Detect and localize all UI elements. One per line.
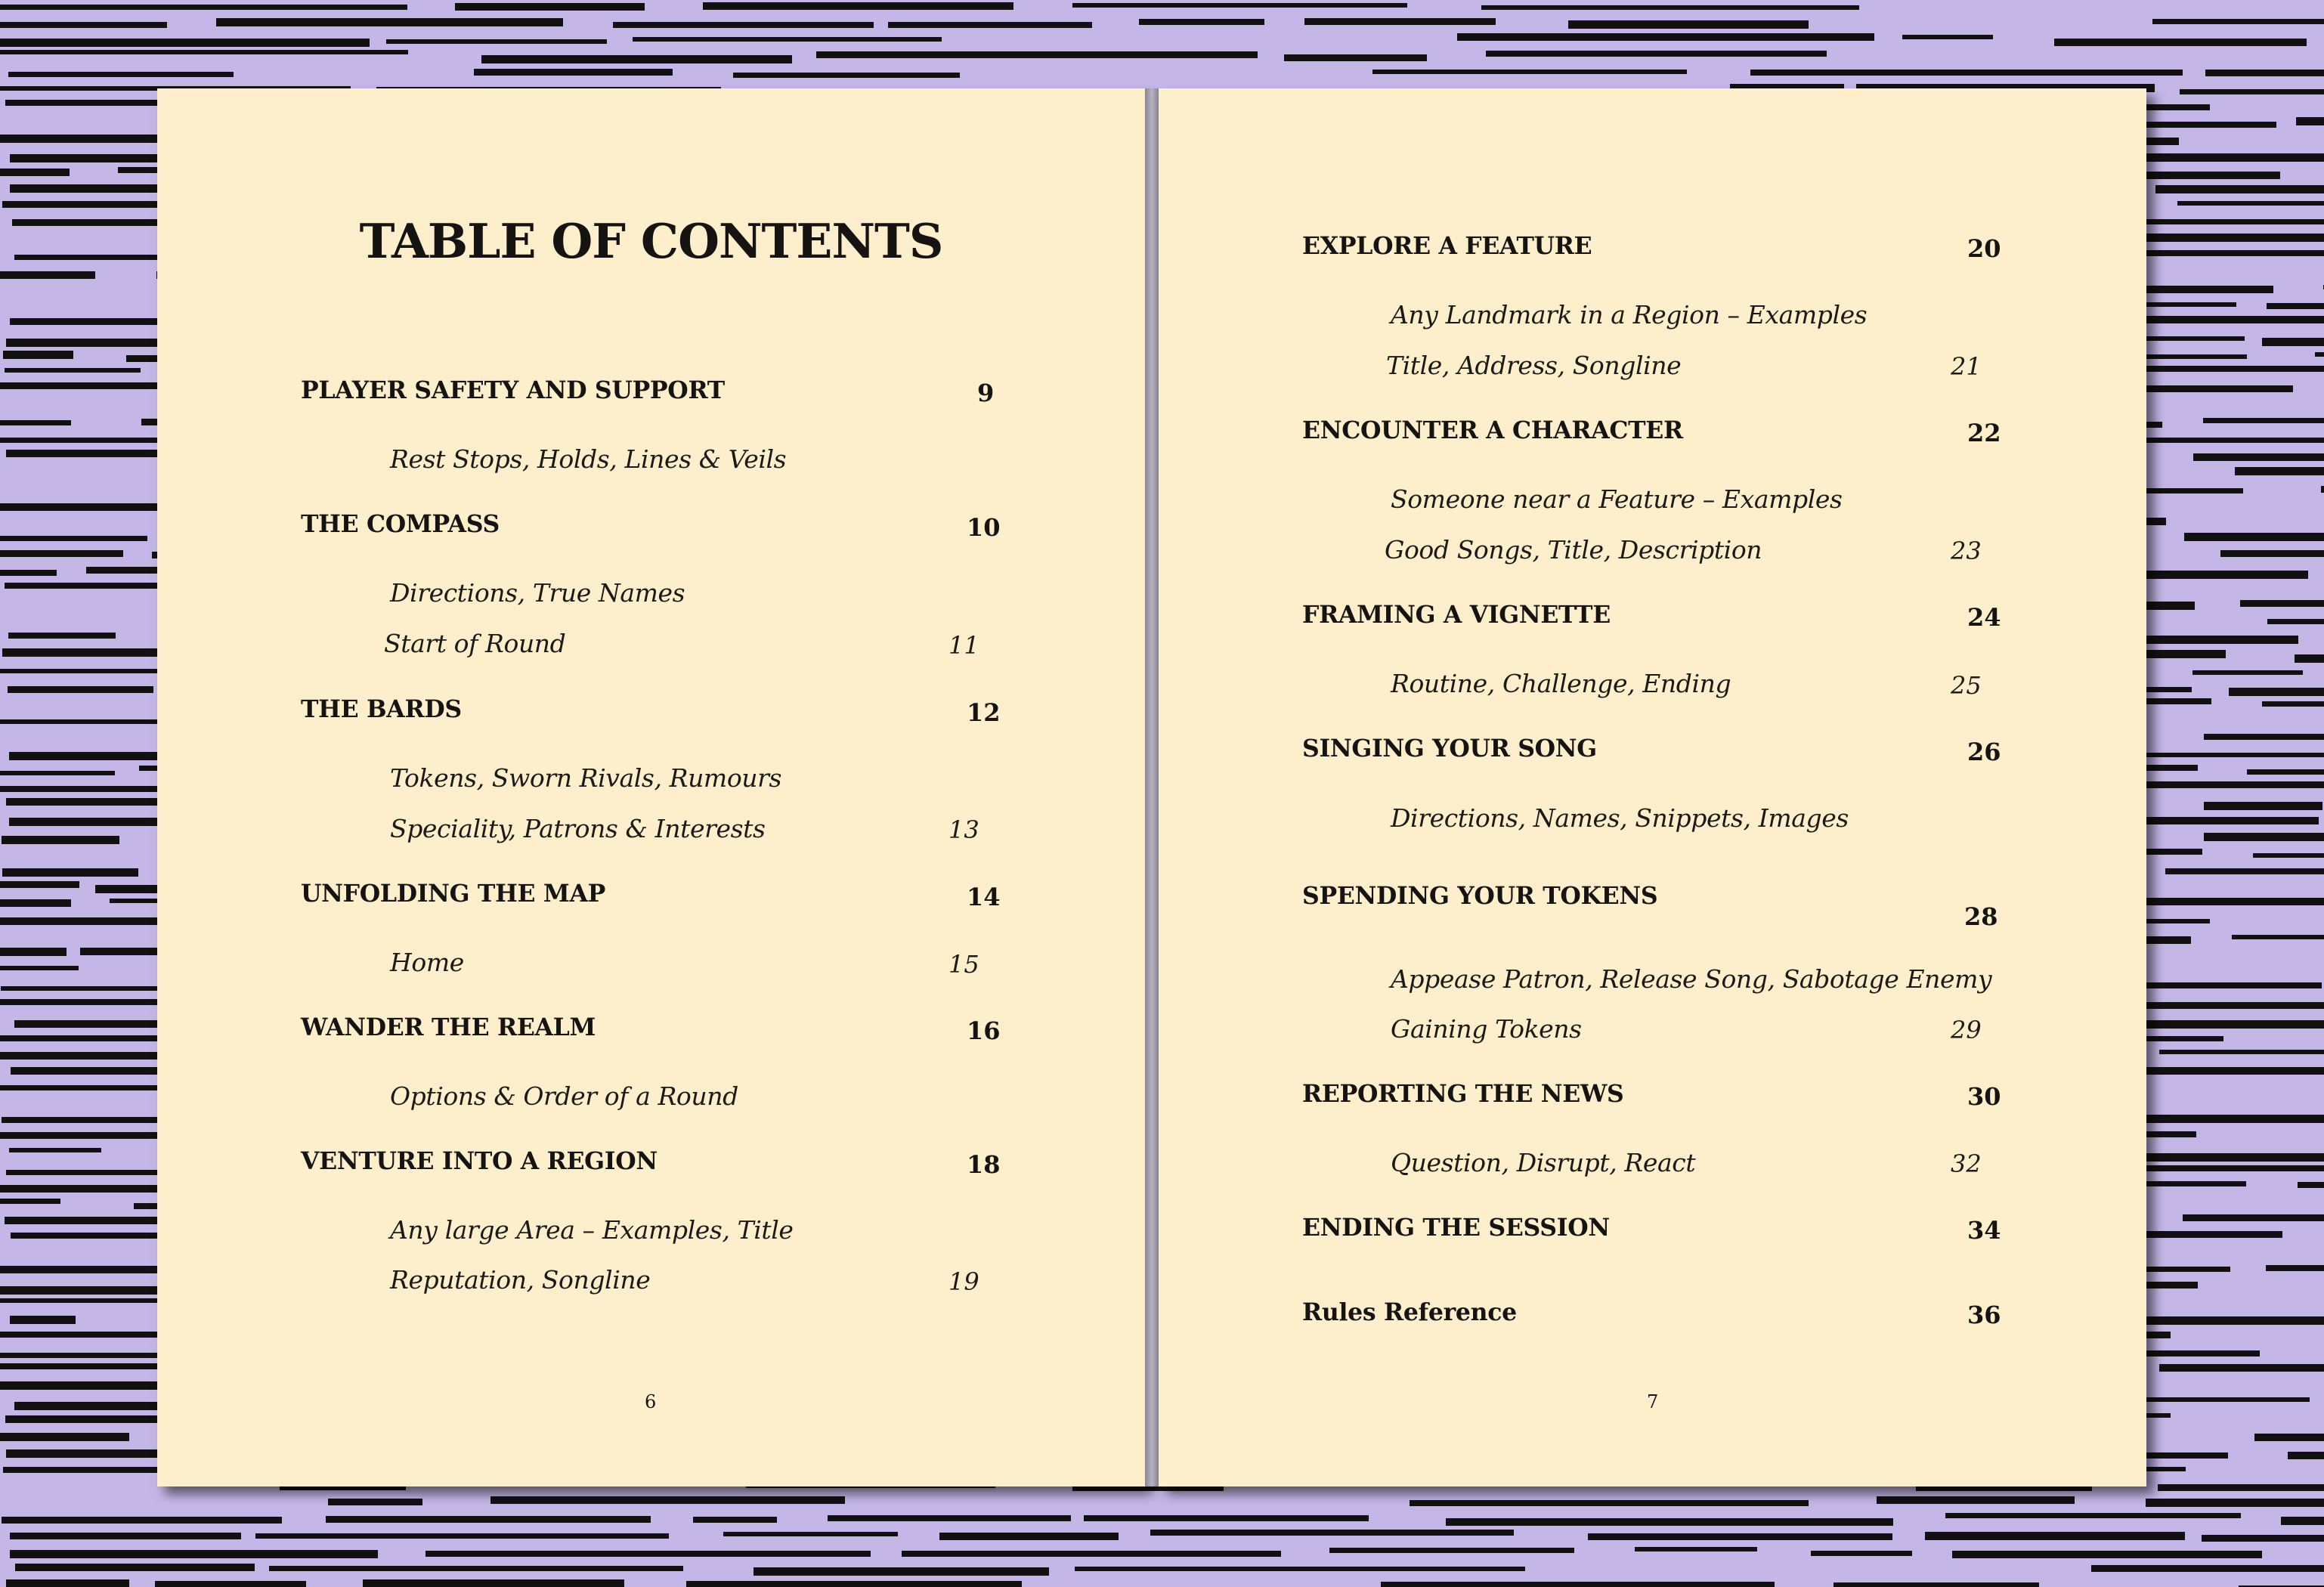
background-stripe (1075, 1567, 1525, 1571)
background-stripe (2235, 467, 2324, 475)
background-stripe (2183, 1214, 2324, 1221)
background-stripe (1381, 1582, 1775, 1587)
toc-page-number: 34 (1967, 1216, 2001, 1245)
toc-subsection: Gaining Tokens (1391, 1014, 1582, 1044)
background-stripe (733, 73, 960, 78)
background-stripe (1486, 51, 1827, 57)
toc-section-title: WANDER THE REALM (301, 1013, 596, 1041)
background-stripe (2296, 117, 2324, 125)
toc-subsection: Speciality, Patrons & Interests (390, 814, 766, 843)
background-stripe (15, 1564, 255, 1571)
background-stripe (0, 1433, 129, 1441)
background-stripe (1372, 70, 1687, 74)
background-stripe (2, 868, 138, 877)
toc-subsection: Title, Address, Songline (1386, 351, 1682, 380)
background-stripe (481, 55, 792, 63)
background-stripe (2247, 769, 2324, 775)
background-stripe (1945, 1513, 2241, 1518)
toc-page-number: 26 (1967, 738, 2001, 766)
toc-subsection: Tokens, Sworn Rivals, Rumours (390, 763, 782, 793)
toc-page-number: 13 (948, 815, 979, 844)
toc-page-number: 20 (1967, 234, 2001, 263)
toc-page-number: 21 (1951, 352, 1982, 381)
toc-page-number: 36 (1967, 1301, 2001, 1329)
background-stripe (86, 567, 159, 574)
background-stripe (2132, 898, 2324, 905)
background-stripe (9, 1148, 101, 1152)
toc-section-title: THE BARDS (301, 695, 462, 723)
background-stripe (155, 1581, 306, 1587)
toc-subsection: Someone near a Feature – Examples (1391, 484, 1843, 514)
background-stripe (1750, 70, 2183, 76)
background-stripe (255, 1533, 669, 1539)
toc-section-title: SINGING YOUR SONG (1302, 735, 1597, 763)
page-title: TABLE OF CONTENTS (359, 213, 943, 269)
background-stripe (2158, 1484, 2324, 1491)
background-stripe (2180, 89, 2324, 94)
background-stripe (1457, 33, 1874, 41)
background-stripe (8, 686, 153, 693)
toc-page-number: 22 (1967, 419, 2001, 447)
background-stripe (2054, 39, 2307, 46)
toc-section-title: ENCOUNTER A CHARACTER (1302, 416, 1683, 444)
background-stripe (2204, 802, 2322, 810)
background-stripe (686, 1581, 1022, 1587)
background-stripe (1329, 1548, 1574, 1553)
background-stripe (474, 69, 673, 76)
toc-page-number: 18 (967, 1150, 1001, 1179)
toc-subsection: Any large Area – Examples, Title (390, 1215, 794, 1245)
background-stripe (2, 1517, 282, 1524)
background-stripe (1902, 35, 1993, 39)
background-stripe (0, 881, 79, 888)
toc-section-title: SPENDING YOUR TOKENS (1302, 882, 1658, 910)
background-stripe (363, 1579, 624, 1587)
background-stripe (613, 22, 874, 28)
background-stripe (2295, 654, 2324, 663)
background-stripe (326, 1516, 651, 1523)
background-stripe (2146, 1499, 2324, 1507)
background-stripe (2136, 234, 2324, 242)
background-stripe (1150, 1530, 1514, 1536)
background-stripe (1084, 1515, 1369, 1521)
toc-section-title: ENDING THE SESSION (1302, 1214, 1610, 1242)
background-stripe (2262, 338, 2324, 346)
background-stripe (8, 633, 116, 639)
toc-subsection: Directions, Names, Snippets, Images (1391, 803, 1849, 833)
background-stripe (1635, 1547, 1757, 1551)
background-stripe (2240, 600, 2324, 607)
toc-subsection: Routine, Challenge, Ending (1391, 669, 1731, 698)
background-stripe (633, 37, 942, 42)
background-stripe (2321, 486, 2324, 493)
toc-page-number: 19 (948, 1267, 979, 1296)
toc-page-number: 24 (1967, 603, 2001, 632)
book-spine (1145, 88, 1159, 1486)
toc-subsection: Options & Order of a Round (390, 1081, 738, 1111)
background-stripe (455, 3, 645, 11)
background-stripe (6, 1579, 129, 1587)
toc-subsection: Start of Round (384, 629, 566, 658)
background-stripe (1446, 1518, 1893, 1526)
background-stripe (2134, 488, 2243, 493)
background-stripe (0, 966, 79, 970)
toc-subsection: Any Landmark in a Region – Examples (1391, 300, 1868, 329)
background-stripe (10, 1533, 241, 1539)
page-number-right: 7 (1647, 1391, 1659, 1412)
background-stripe (0, 1381, 159, 1390)
background-stripe (216, 18, 563, 26)
toc-page-number: 32 (1951, 1149, 1982, 1178)
background-stripe (828, 1515, 1071, 1521)
background-stripe (2204, 833, 2324, 841)
background-stripe (1139, 19, 1264, 25)
background-stripe (2165, 868, 2324, 874)
background-stripe (2159, 1364, 2324, 1372)
background-stripe (2177, 201, 2324, 206)
toc-section-title: EXPLORE A FEATURE (1302, 232, 1592, 260)
background-stripe (2131, 781, 2324, 788)
background-stripe (6, 1170, 178, 1175)
background-stripe (1284, 54, 1427, 61)
background-stripe (2281, 1517, 2324, 1525)
background-stripe (2262, 701, 2324, 707)
background-stripe (2192, 670, 2303, 675)
background-stripe (0, 550, 123, 557)
background-stripe (888, 22, 1092, 28)
background-stripe (0, 536, 147, 541)
background-stripe (490, 1496, 845, 1504)
background-stripe (0, 5, 407, 10)
left-page (157, 88, 1145, 1486)
background-stripe (0, 899, 71, 907)
background-stripe (2267, 619, 2324, 624)
toc-page-number: 23 (1951, 537, 1982, 565)
toc-subsection: Directions, True Names (390, 578, 685, 608)
background-stripe (2091, 1565, 2324, 1572)
toc-section-title: FRAMING A VIGNETTE (1302, 601, 1611, 629)
background-stripe (2155, 185, 2324, 193)
background-stripe (5, 368, 141, 373)
background-stripe (2203, 418, 2324, 423)
background-stripe (3, 351, 73, 359)
background-stripe (723, 1532, 898, 1536)
background-stripe (1925, 1532, 2185, 1540)
background-stripe (2266, 1265, 2324, 1271)
toc-section-title: PLAYER SAFETY AND SUPPORT (301, 376, 725, 404)
toc-subsection: Good Songs, Title, Description (1385, 535, 1762, 565)
background-stripe (754, 1567, 1049, 1576)
toc-page-number: 14 (967, 883, 1001, 911)
background-stripe (1410, 1500, 1809, 1506)
background-stripe (2254, 1434, 2324, 1441)
toc-section-title: THE COMPASS (301, 510, 500, 538)
background-stripe (0, 39, 370, 47)
background-stripe (2267, 303, 2324, 309)
background-stripe (8, 72, 234, 77)
background-stripe (2315, 352, 2324, 357)
toc-section-title: UNFOLDING THE MAP (301, 880, 606, 908)
background-stripe (693, 1517, 777, 1523)
background-stripe (2205, 70, 2324, 76)
background-stripe (0, 420, 71, 425)
background-stripe (0, 271, 95, 279)
background-stripe (2142, 316, 2324, 323)
background-stripe (2204, 734, 2324, 740)
background-stripe (1072, 3, 1407, 8)
toc-page-number: 30 (1967, 1082, 2001, 1111)
background-stripe (816, 51, 1258, 58)
background-stripe (1877, 1496, 2075, 1504)
toc-page-number: 29 (1951, 1016, 1982, 1044)
background-stripe (2159, 1050, 2324, 1054)
background-stripe (269, 1566, 683, 1571)
background-stripe (2152, 19, 2324, 24)
background-stripe (1588, 1533, 1892, 1540)
background-stripe (0, 169, 70, 176)
toc-page-number: 16 (967, 1016, 1001, 1045)
background-stripe (2229, 688, 2324, 696)
background-stripe (1481, 5, 1859, 10)
background-stripe (386, 39, 607, 44)
background-stripe (2288, 1452, 2324, 1459)
toc-page-number: 10 (967, 513, 1001, 542)
background-stripe (1568, 20, 1809, 29)
background-stripe (5, 1415, 175, 1423)
page-number-left: 6 (645, 1391, 657, 1412)
background-stripe (939, 1533, 1119, 1540)
toc-page-number: 9 (977, 379, 995, 407)
background-stripe (0, 50, 408, 54)
background-stripe (2253, 853, 2324, 858)
toc-subsection: Appease Patron, Release Song, Sabotage Enemy (1391, 964, 1992, 994)
background-stripe (425, 1551, 871, 1557)
background-stripe (2232, 935, 2324, 939)
background-stripe (1952, 1551, 2262, 1558)
background-stripe (14, 1402, 164, 1410)
background-stripe (2220, 550, 2324, 557)
toc-section-title: VENTURE INTO A REGION (301, 1147, 658, 1175)
background-stripe (2298, 1182, 2324, 1188)
toc-section-title: REPORTING THE NEWS (1302, 1080, 1624, 1108)
background-stripe (2193, 453, 2324, 461)
toc-page-number: 12 (967, 698, 1001, 727)
toc-subsection: Home (390, 948, 464, 977)
background-stripe (2184, 533, 2324, 541)
toc-page-number: 11 (948, 631, 979, 660)
background-stripe (1811, 1551, 1912, 1556)
background-stripe (10, 1550, 378, 1558)
background-stripe (0, 771, 115, 775)
toc-subsection: Question, Disrupt, React (1391, 1148, 1696, 1177)
background-stripe (328, 1499, 422, 1505)
toc-page-number: 15 (948, 950, 979, 979)
background-stripe (902, 1551, 1281, 1557)
toc-page-number: 25 (1951, 671, 1982, 700)
right-page (1159, 88, 2146, 1486)
background-stripe (1304, 18, 1496, 25)
toc-section-title: Rules Reference (1302, 1298, 1517, 1326)
background-stripe (0, 948, 67, 956)
background-stripe (0, 1199, 60, 1204)
background-stripe (1834, 1582, 2039, 1587)
background-stripe (0, 1363, 161, 1369)
background-stripe (0, 22, 167, 28)
toc-subsection: Reputation, Songline (390, 1265, 651, 1295)
background-stripe (703, 2, 1013, 10)
toc-subsection: Rest Stops, Holds, Lines & Veils (390, 444, 787, 474)
toc-page-number: 28 (1964, 902, 1998, 931)
background-stripe (0, 570, 57, 576)
background-stripe (2, 836, 119, 844)
background-stripe (10, 1316, 76, 1324)
background-stripe (2202, 1535, 2324, 1542)
